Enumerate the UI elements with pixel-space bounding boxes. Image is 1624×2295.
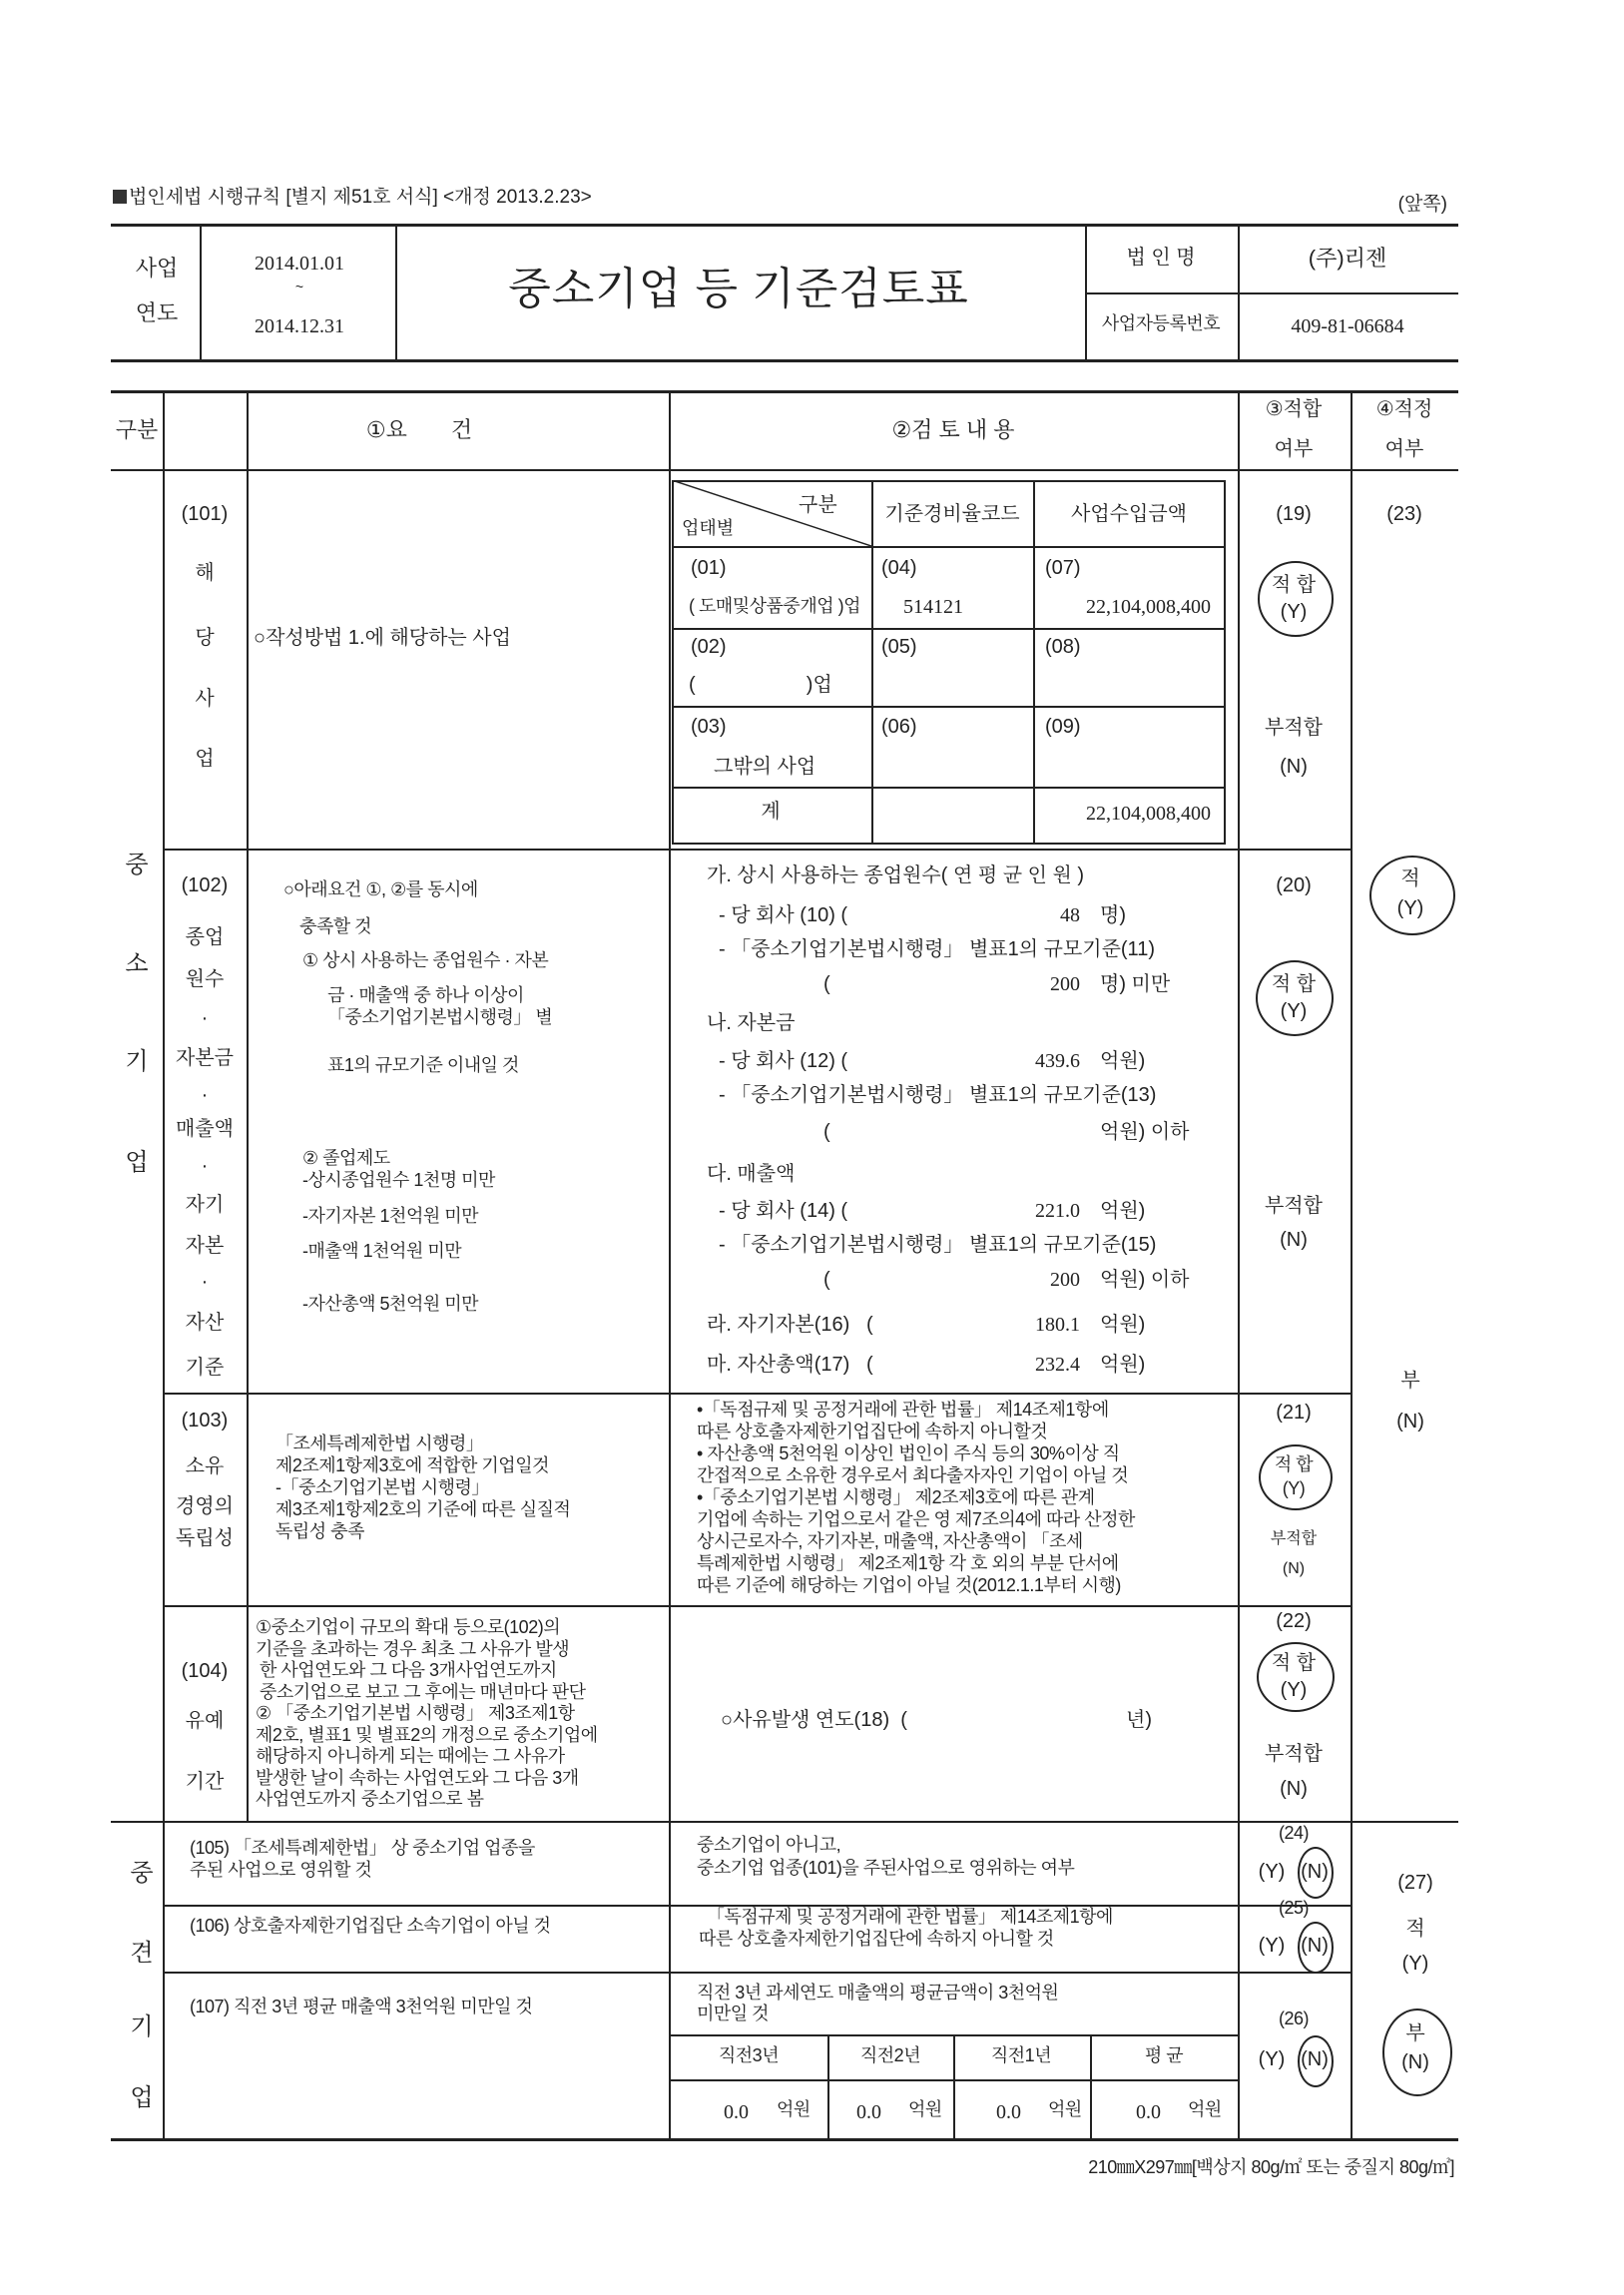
- total-amount: 22,104,008,400: [1086, 803, 1211, 825]
- col-header-fit: 여부: [1274, 438, 1314, 460]
- business-type: ( )업: [689, 674, 832, 696]
- total-assets-value: 232.4: [1035, 1354, 1080, 1376]
- proper-yes-option[interactable]: 적: [1400, 867, 1420, 889]
- row-label: 자산: [185, 1312, 225, 1334]
- midsize-section-label: 기: [130, 2013, 154, 2040]
- requirement-text: 중소기업으로 보고 그 후에는 매년마다 판단: [260, 1682, 586, 1702]
- requirement-text: 기준을 초과하는 경우 최초 그 사유가 발생: [256, 1639, 570, 1659]
- requirement-text: 해당하지 아니하게 되는 때에는 그 사유가: [256, 1746, 565, 1766]
- requirement-text: ② 「중소기업기본법 시행령」 제3조제1항: [256, 1703, 575, 1723]
- table-col-header: 기준경비율코드: [884, 503, 1020, 525]
- row-label: 매출액: [176, 1118, 234, 1140]
- review-label: - 당 회사 (12) (: [719, 1050, 848, 1072]
- corp-name: (주)리젠: [1308, 246, 1387, 271]
- row-number: (07): [1045, 557, 1081, 579]
- fit-number: (24): [1278, 1823, 1310, 1843]
- fit-yes-code: (Y): [1282, 1478, 1306, 1498]
- review-label: 마. 자산총액(17) (: [707, 1354, 873, 1376]
- review-text: •「독점규제 및 공정거래에 관한 법률」 제14조제1항에: [697, 1400, 1109, 1420]
- expense-rate-code: 514121: [903, 596, 963, 618]
- row-label: 종업: [185, 926, 225, 948]
- requirement-text: (106) 상호출자제한기업집단 소속기업이 아닐 것: [190, 1916, 551, 1936]
- review-paren: (: [823, 1121, 830, 1143]
- sales-value: 0.0: [996, 2101, 1021, 2123]
- sales-value: 0.0: [1136, 2101, 1161, 2123]
- row-label: 기간: [185, 1771, 225, 1793]
- fit-no-code: (N): [1282, 1560, 1306, 1577]
- requirement-text: ○작성방법 1.에 해당하는 사업: [254, 627, 511, 649]
- requirement-text: 금 · 매출액 중 하나 이상이: [327, 985, 524, 1005]
- requirement-text: -자산총액 5천억원 미만: [302, 1294, 478, 1314]
- sales-unit: 억원: [908, 2099, 942, 2119]
- requirement-text: 사업연도까지 중소기업으로 봄: [256, 1789, 484, 1809]
- fit-yes-option[interactable]: 적 합: [1271, 973, 1317, 995]
- review-heading: 나. 자본금: [707, 1012, 796, 1034]
- selected-circle: [1258, 561, 1334, 637]
- row-code: (102): [181, 874, 229, 896]
- midsize-section-label: 업: [130, 2084, 154, 2111]
- requirement-text: 「중소기업기본법시행령」 별: [327, 1007, 553, 1027]
- review-label: 라. 자기자본(16) (: [707, 1314, 873, 1336]
- row-label: 경영의: [176, 1495, 234, 1517]
- requirement-text: (107) 직전 3년 평균 매출액 3천억원 미만일 것: [190, 1997, 533, 2016]
- proper-no-option[interactable]: 부: [1405, 2022, 1425, 2044]
- sme-section-label: 기: [125, 1048, 149, 1075]
- review-label: - 「중소기업기본법시행령」 별표1의 규모기준(13): [719, 1084, 1157, 1106]
- fit-yes-code: (Y): [1280, 601, 1308, 623]
- proper-number: (23): [1386, 503, 1422, 525]
- fit-number: (20): [1276, 874, 1312, 896]
- row-label: 유예: [185, 1710, 225, 1732]
- period-start: 2014.01.01: [255, 253, 344, 275]
- row-label: ·: [201, 1155, 209, 1177]
- row-label: 업: [195, 748, 215, 770]
- col-header-fit: ③적합: [1265, 398, 1323, 420]
- proper-number: (27): [1397, 1872, 1433, 1894]
- biz-no: 409-81-06684: [1291, 315, 1404, 337]
- requirement-text: 제2호, 별표1 및 별표2의 개정으로 중소기업에: [256, 1725, 598, 1745]
- col-header-review: ②검 토 내 용: [891, 417, 1015, 442]
- fit-no-option[interactable]: 부적합: [1270, 1530, 1318, 1547]
- col-header-requirement: ①요 건: [365, 417, 473, 442]
- selected-circle: [1256, 960, 1334, 1036]
- proper-no-option[interactable]: 부: [1400, 1370, 1420, 1392]
- sme-section-label: 중: [125, 852, 149, 878]
- row-number: (06): [881, 716, 917, 738]
- row-number: (05): [881, 636, 917, 658]
- form-reference-text: 법인세법 시행규칙 [별지 제51호 서식] <개정 2013.2.23>: [129, 187, 592, 208]
- sales-year-header: 직전1년: [990, 2045, 1052, 2065]
- row-label: ·: [201, 1271, 209, 1293]
- row-code: (104): [181, 1660, 229, 1682]
- fit-yes-option[interactable]: 적 합: [1274, 1454, 1314, 1474]
- review-text: 따른 상호출자제한기업집단에 속하지 아니할것: [697, 1422, 1048, 1441]
- review-text: 간접적으로 소유한 경우로서 최다출자자인 기업이 아닐 것: [697, 1465, 1129, 1485]
- row-code: (101): [181, 503, 229, 525]
- row-label: 자본금: [176, 1047, 234, 1069]
- midsize-section-label: 중: [130, 1860, 154, 1887]
- fit-yes-option[interactable]: 적 합: [1271, 574, 1317, 596]
- row-number: (04): [881, 557, 917, 579]
- equity-value: 180.1: [1035, 1314, 1080, 1336]
- requirement-text: 한 사업연도와 그 다음 3개사업연도까지: [260, 1660, 557, 1680]
- requirement-text: 제3조제1항제2호의 기준에 따른 실질적: [275, 1499, 571, 1519]
- fit-yes-option[interactable]: (Y): [1258, 1861, 1286, 1883]
- fit-number: (19): [1276, 503, 1312, 525]
- period-separator: ~: [294, 279, 304, 294]
- proper-yes-code: (Y): [1396, 897, 1424, 919]
- requirement-text: ①중소기업이 규모의 확대 등으로(102)의: [256, 1617, 561, 1637]
- review-text: 특례제한법 시행령」 제2조제1항 각 호 외의 부분 단서에: [697, 1553, 1119, 1573]
- review-text: 미만일 것: [697, 2004, 770, 2023]
- row-label: 당: [195, 627, 215, 649]
- fit-no-option[interactable]: 부적합: [1265, 1743, 1323, 1765]
- review-unit: 명): [1100, 904, 1126, 926]
- review-paren: (: [823, 1269, 830, 1291]
- period-label: 사업: [135, 256, 179, 281]
- business-type: 그밖의 사업: [714, 756, 816, 778]
- review-unit: 명) 미만: [1100, 973, 1171, 995]
- sales-value: 0.0: [724, 2101, 749, 2123]
- review-text: 따른 상호출자제한기업집단에 속하지 아니할 것: [699, 1929, 1054, 1949]
- row-number: (08): [1045, 636, 1081, 658]
- corp-name-label: 법 인 명: [1126, 247, 1196, 269]
- fit-yes-code: (Y): [1280, 1679, 1308, 1701]
- employees-value: 48: [1060, 904, 1080, 926]
- page-title: 중소기업 등 기준검토표: [508, 265, 969, 313]
- sales-year-header: 평 균: [1144, 2045, 1184, 2065]
- requirement-text: 충족할 것: [299, 916, 372, 936]
- requirement-text: 발생한 날이 속하는 사업연도와 그 다음 3개: [256, 1768, 579, 1788]
- midsize-section-label: 견: [130, 1940, 154, 1967]
- col-header-proper: ④적정: [1375, 398, 1433, 420]
- requirement-text: -매출액 1천억원 미만: [302, 1241, 462, 1261]
- proper-yes-code: (Y): [1401, 1953, 1429, 1975]
- row-label: ·: [201, 1007, 209, 1029]
- fit-no-code: (N): [1280, 1229, 1308, 1251]
- review-text: •「중소기업기본법 시행령」 제2조제3호에 따른 관계: [697, 1487, 1095, 1507]
- business-type: ( 도매및상품중개업 )업: [689, 596, 860, 616]
- review-text: 직전 3년 과세연도 매출액의 평균금액이 3천억원: [697, 1983, 1059, 2003]
- row-label: ·: [201, 1084, 209, 1106]
- sme-section-label: 소: [125, 950, 149, 977]
- requirement-text: (105) 「조세특례제한법」 상 중소기업 업종을: [190, 1838, 535, 1858]
- row-label: 원수: [185, 968, 225, 990]
- requirement-text: 독립성 충족: [275, 1521, 364, 1541]
- requirement-text: -상시종업원수 1천명 미만: [302, 1170, 495, 1190]
- requirement-text: ① 상시 사용하는 종업원수 · 자본: [302, 950, 549, 970]
- review-unit: 억원): [1100, 1200, 1146, 1222]
- fit-no-code: (N): [1280, 1778, 1308, 1800]
- sales-value: 221.0: [1035, 1200, 1080, 1222]
- row-number: (01): [691, 557, 727, 579]
- requirement-text: -「중소기업기본법 시행령」: [275, 1477, 489, 1497]
- requirement-text: -자기자본 1천억원 미만: [302, 1206, 478, 1226]
- review-text: 중소기업이 아니고,: [697, 1835, 841, 1855]
- review-text: 따른 기준에 해당하는 기업이 아닐 것(2012.1.1부터 시행): [697, 1575, 1121, 1595]
- sales-unit: 억원: [777, 2099, 811, 2119]
- review-paren: (: [823, 973, 830, 995]
- fit-no-option[interactable]: 부적합: [1265, 717, 1323, 739]
- fit-yes-option[interactable]: 적 합: [1271, 1652, 1317, 1674]
- review-unit: 억원): [1100, 1050, 1146, 1072]
- requirement-text: 주된 사업으로 영위할 것: [190, 1860, 372, 1880]
- review-unit: 억원): [1100, 1314, 1146, 1336]
- sales-standard: 200: [1050, 1269, 1080, 1291]
- review-text: • 자산총액 5천억원 이상인 법인이 주식 등의 30%이상 직: [697, 1443, 1120, 1463]
- capital-value: 439.6: [1035, 1050, 1080, 1072]
- period-end: 2014.12.31: [255, 315, 344, 337]
- review-unit: 년): [1126, 1709, 1152, 1731]
- row-label: 기준: [185, 1357, 225, 1379]
- col-header-proper: 여부: [1384, 438, 1424, 460]
- fit-number: (25): [1278, 1898, 1310, 1918]
- biz-no-label: 사업자등록번호: [1101, 313, 1221, 333]
- fit-number: (26): [1278, 2008, 1310, 2028]
- sales-value: 0.0: [856, 2101, 881, 2123]
- sales-unit: 억원: [1048, 2099, 1082, 2119]
- requirement-text: 제2조제1항제3호에 적합한 기업일것: [275, 1455, 549, 1475]
- row-label: 자본: [185, 1235, 225, 1257]
- row-code: (103): [181, 1410, 229, 1432]
- review-text: 중소기업 업종(101)을 주된사업으로 영위하는 여부: [697, 1858, 1075, 1878]
- page-side: (앞쪽): [1397, 194, 1447, 215]
- review-unit: 억원) 이하: [1100, 1269, 1190, 1291]
- review-heading: 가. 상시 사용하는 종업원수( 연 평 균 인 원 ): [707, 864, 1085, 886]
- requirement-text: 「조세특례제한법 시행령」: [275, 1434, 484, 1453]
- fit-no-option[interactable]: (N): [1301, 1935, 1329, 1957]
- employees-standard: 200: [1050, 973, 1080, 995]
- proper-yes-option[interactable]: 적: [1405, 1918, 1425, 1940]
- row-label: 독립성: [176, 1527, 234, 1549]
- review-label: - 당 회사 (10) (: [719, 904, 848, 926]
- fit-number: (22): [1276, 1610, 1312, 1632]
- fit-yes-code: (Y): [1280, 1000, 1308, 1022]
- fit-number: (21): [1276, 1402, 1312, 1424]
- review-label: ○사유발생 연도(18) (: [721, 1709, 907, 1731]
- paper-spec-footer: 210㎜X297㎜[백상지 80g/㎡ 또는 중질지 80g/㎡]: [1088, 2157, 1454, 2177]
- proper-no-code: (N): [1396, 1411, 1424, 1433]
- requirement-text: 표1의 규모기준 이내일 것: [327, 1055, 519, 1075]
- fit-no-option[interactable]: (N): [1301, 2048, 1329, 2070]
- sme-section-label: 업: [125, 1149, 149, 1176]
- review-unit: 억원) 이하: [1100, 1121, 1190, 1143]
- table-corner-label: 업태별: [682, 518, 735, 538]
- row-label: 해: [195, 562, 215, 584]
- review-text: 「독점규제 및 공정거래에 관한 법률」 제14조제1항에: [707, 1907, 1113, 1927]
- row-label: 소유: [185, 1455, 225, 1477]
- row-label: 자기: [185, 1194, 225, 1216]
- sales-unit: 억원: [1188, 2099, 1222, 2119]
- row-number: (02): [691, 636, 727, 658]
- fit-yes-option[interactable]: (Y): [1258, 2048, 1286, 2070]
- sales-year-header: 직전3년: [718, 2045, 780, 2065]
- fit-yes-option[interactable]: (Y): [1258, 1935, 1286, 1957]
- review-text: 기업에 속하는 기업으로서 같은 영 제7조의4에 따라 산정한: [697, 1509, 1135, 1529]
- period-label: 연도: [135, 300, 179, 325]
- proper-no-code: (N): [1401, 2051, 1429, 2073]
- table-col-header: 사업수입금액: [1071, 503, 1187, 525]
- review-unit: 억원): [1100, 1354, 1146, 1376]
- fit-no-option[interactable]: 부적합: [1265, 1195, 1323, 1217]
- business-revenue: 22,104,008,400: [1086, 596, 1211, 618]
- sales-year-header: 직전2년: [859, 2045, 921, 2065]
- row-number: (09): [1045, 716, 1081, 738]
- review-label: - 「중소기업기본법시행령」 별표1의 규모기준(11): [719, 938, 1155, 960]
- fit-no-option[interactable]: (N): [1301, 1861, 1329, 1883]
- bullet-square-icon: [113, 190, 127, 204]
- col-header-category: 구분: [115, 417, 159, 442]
- row-number: (03): [691, 716, 727, 738]
- requirement-text: ② 졸업제도: [302, 1148, 390, 1168]
- row-label: 사: [195, 688, 215, 710]
- review-text: 상시근로자수, 자기자본, 매출액, 자산총액이 「조세: [697, 1531, 1083, 1551]
- fit-no-code: (N): [1280, 756, 1308, 778]
- requirement-text: ○아래요건 ①, ②를 동시에: [283, 879, 478, 899]
- total-label: 계: [761, 801, 781, 823]
- review-label: - 「중소기업기본법시행령」 별표1의 규모기준(15): [719, 1234, 1157, 1256]
- form-reference: [113, 188, 592, 207]
- review-heading: 다. 매출액: [707, 1163, 796, 1185]
- table-corner-label: 구분: [799, 494, 837, 516]
- review-label: - 당 회사 (14) (: [719, 1200, 848, 1222]
